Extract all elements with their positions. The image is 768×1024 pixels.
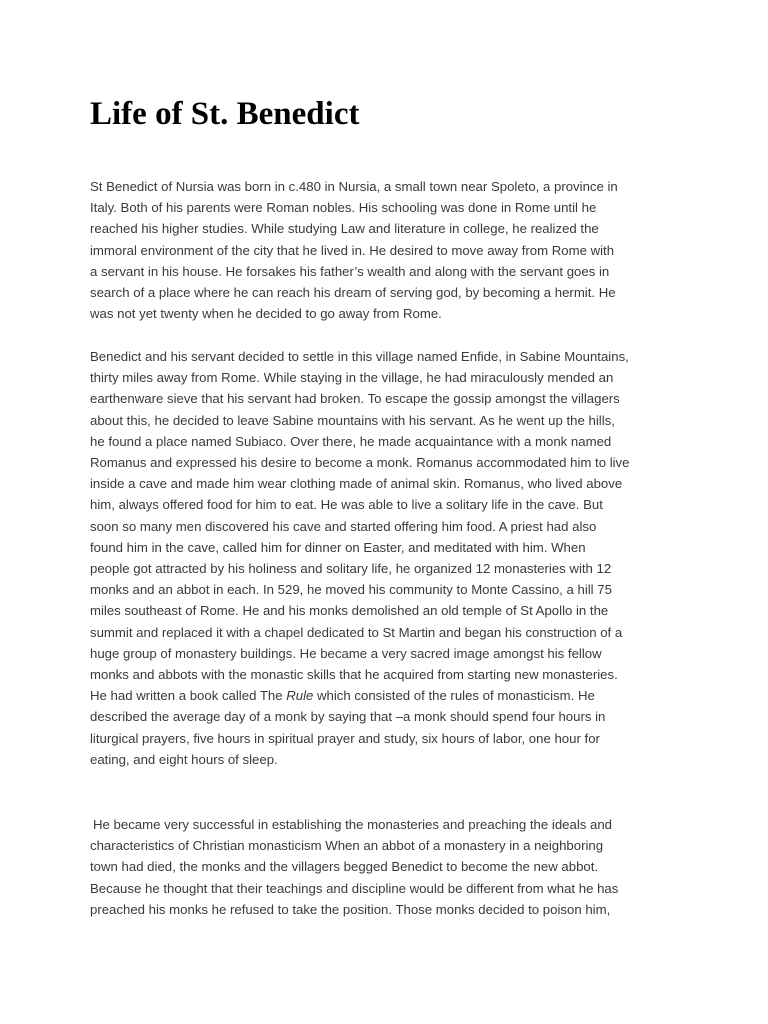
text-line: thirty miles away from Rome. While staying in the village, he had miraculously mended an	[90, 370, 614, 386]
text-line: liturgical prayers, five hours in spiritual prayer and study, six hours of labor, one hour for	[90, 730, 600, 746]
text-line: a servant in his house. He forsakes his father’s wealth and along with the servant goes in	[90, 263, 610, 279]
text-line: St Benedict of Nursia was born in c.480 in Nursia, a small town near Spoleto, a province in	[90, 179, 618, 194]
text-line: people got attracted by his holiness and solitary life, he organized 12 monasteries with 12	[90, 561, 612, 577]
text-line: characteristics of Christian monasticism When an abbot of a monastery in a neighboring	[90, 838, 604, 854]
text-line: soon so many men discovered his cave and started offering him food. A priest had also	[90, 518, 597, 534]
text-line: described the average day of a monk by saying that –a monk should spend four hours in	[90, 709, 606, 725]
text-line: reached his higher studies. While studying Law and literature in college, he realized the	[90, 221, 599, 237]
text-line: huge group of monastery buildings. He became a very sacred image amongst his fellow	[90, 645, 602, 661]
text-line: inside a cave and made him wear clothing made of animal skin. Romanus, who lived above	[90, 476, 623, 492]
paragraph-abbot	[90, 814, 690, 920]
text-line: He became very successful in establishing the monasteries and preaching the ideals and	[93, 817, 613, 832]
text-line: him, always offered food for him to eat. He was able to live a solitary life in the cave. But	[90, 497, 603, 513]
text-line: Because he thought that their teachings and discipline would be different from what he has	[90, 880, 619, 896]
text-line: he found a place named Subiaco. Over there, he made acquaintance with a monk named	[90, 433, 612, 449]
text-line: preached his monks he refused to take the position. Those monks decided to poison him,	[90, 901, 611, 917]
text-line: Benedict and his servant decided to settle in this village named Enfide, in Sabine Mountains,	[90, 349, 629, 364]
text-line: found him in the cave, called him for dinner on Easter, and meditated with him. When	[90, 539, 586, 555]
text-line: immoral environment of the city that he lived in. He desired to move away from Rome with	[90, 242, 615, 258]
text-line: miles southeast of Rome. He and his monks demolished an old temple of St Apollo in the	[90, 603, 609, 619]
paragraph-monastic-life	[90, 346, 690, 770]
text-line: monks and abbots with the monastic skills that he acquired from starting new monasteries.	[90, 667, 618, 683]
text-line: was not yet twenty when he decided to go away from Rome.	[90, 306, 442, 322]
text-line: eating, and eight hours of sleep.	[90, 751, 278, 767]
text-line: summit and replaced it with a chapel dedicated to St Martin and began his construction of a	[90, 624, 623, 640]
text-line: town had died, the monks and the villagers begged Benedict to become the new abbot.	[90, 859, 599, 875]
text-line-rule	[90, 685, 690, 706]
rule-text-before: He had written a book called The	[90, 688, 287, 704]
rule-text-after: which consisted of the rules of monasticism. He	[313, 688, 595, 704]
text-line: Italy. Both of his parents were Roman nobles. His schooling was done in Rome until he	[90, 200, 597, 216]
text-line: monks and an abbot in each. In 529, he moved his community to Monte Cassino, a hill 75	[90, 582, 612, 598]
page-title: Life of St. Benedict	[90, 96, 360, 132]
text-line: search of a place where he can reach his dream of serving god, by becoming a hermit. He	[90, 285, 616, 301]
text-line: about this, he decided to leave Sabine mountains with his servant. As he went up the hills,	[90, 412, 615, 428]
text-line: Romanus and expressed his desire to become a monk. Romanus accommodated him to live	[90, 455, 630, 471]
paragraph-birth	[90, 176, 690, 324]
text-line: earthenware sieve that his servant had broken. To escape the gossip amongst the villagers	[90, 391, 620, 407]
rule-book-title: Rule	[286, 688, 314, 704]
